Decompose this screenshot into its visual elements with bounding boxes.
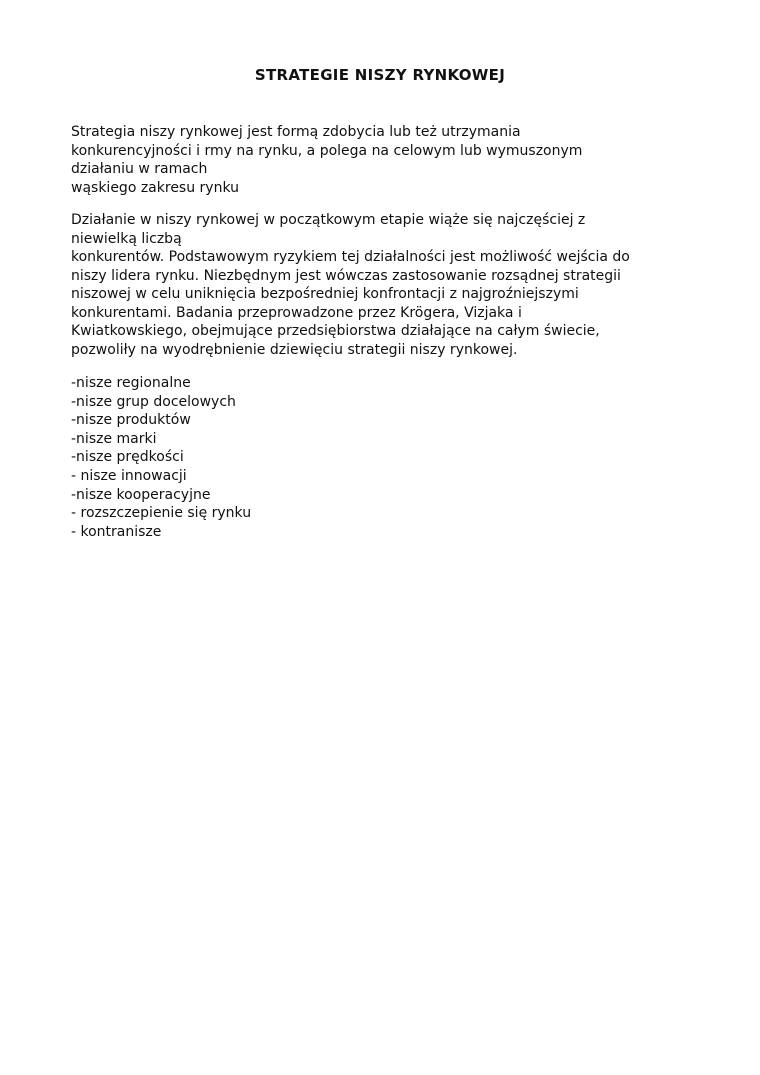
text-line: niszowej w celu uniknięcia bezpośredniej konfrontacji z najgroźniejszymi xyxy=(71,286,579,302)
list-item: - rozszczepienie się rynku xyxy=(71,505,252,522)
list-item: -nisze regionalne xyxy=(71,375,191,391)
text-line: niszy lidera rynku. Niezbędnym jest wówczas zastosowanie rozsądnej strategii xyxy=(71,267,621,284)
list-item: -nisze produktów xyxy=(71,412,191,429)
text-line: Strategia niszy rynkowej jest formą zdobycia lub też utrzymania xyxy=(71,124,521,140)
text-line: konkurencyjności i rmy na rynku, a polega na celowym lub wymuszonym xyxy=(71,142,583,159)
list-item: - kontranisze xyxy=(71,523,162,540)
paragraph-body xyxy=(71,211,705,359)
text-line: Działanie w niszy rynkowej w początkowym etapie wiąże się najczęściej z xyxy=(71,212,586,228)
text-line: działaniu w ramach xyxy=(71,161,208,177)
text-line: wąskiego zakresu rynku xyxy=(71,179,240,196)
text-line: konkurentów. Podstawowym ryzykiem tej działalności jest możliwość wejścia do xyxy=(71,249,630,265)
niche-strategy-list xyxy=(71,374,705,541)
list-item: -nisze kooperacyjne xyxy=(71,486,211,503)
text-line: pozwoliły na wyodrębnienie dziewięciu strategii niszy rynkowej. xyxy=(71,341,518,358)
text-line: Kwiatkowskiego, obejmujące przedsiębiorstwa działające na całym świecie, xyxy=(71,323,600,339)
list-item: -nisze grup docelowych xyxy=(71,393,236,410)
text-line: niewielką liczbą xyxy=(71,230,182,247)
list-item: - nisze innowacji xyxy=(71,467,187,484)
document-title: STRATEGIE NISZY RYNKOWEJ xyxy=(254,66,506,84)
text-line: konkurentami. Badania przeprowadzone przez Krögera, Vizjaka i xyxy=(71,304,522,321)
paragraph-intro xyxy=(71,123,705,197)
list-item: -nisze prędkości xyxy=(71,449,184,466)
list-item: -nisze marki xyxy=(71,430,157,447)
